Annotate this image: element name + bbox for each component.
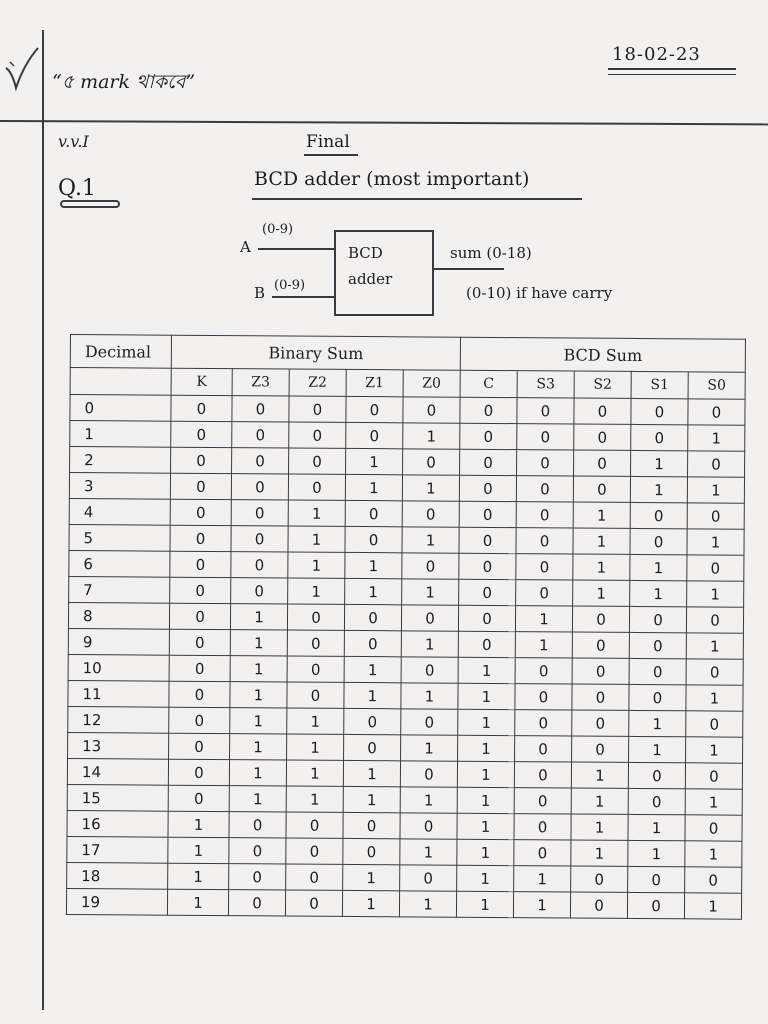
bit-cell: 0 bbox=[286, 864, 343, 890]
bit-cell: 1 bbox=[686, 737, 743, 763]
bit-cell: 0 bbox=[629, 684, 686, 710]
bit-cell: 0 bbox=[516, 502, 573, 528]
bit-cell: 1 bbox=[458, 735, 515, 761]
bit-cell: 1 bbox=[402, 527, 459, 553]
bit-cell: 0 bbox=[344, 708, 401, 734]
bit-cell: 1 bbox=[685, 789, 742, 815]
bit-cell: 0 bbox=[574, 398, 631, 424]
bit-cell: 0 bbox=[628, 866, 685, 892]
bit-cell: 1 bbox=[573, 528, 630, 554]
bit-cell: 0 bbox=[574, 424, 631, 450]
bit-cell: 0 bbox=[686, 607, 743, 633]
bit-cell: 0 bbox=[517, 398, 574, 424]
title-underline bbox=[252, 198, 582, 200]
bit-cell: 0 bbox=[458, 605, 515, 631]
decimal-cell: 9 bbox=[68, 628, 169, 655]
bit-cell: 0 bbox=[685, 763, 742, 789]
bit-cell: 0 bbox=[459, 527, 516, 553]
bit-cell: 0 bbox=[229, 838, 286, 864]
bit-cell: 0 bbox=[232, 396, 289, 422]
bit-cell: 0 bbox=[289, 422, 346, 448]
decimal-cell: 7 bbox=[69, 576, 170, 603]
bit-cell: 1 bbox=[230, 734, 287, 760]
bit-cell: 0 bbox=[169, 629, 230, 655]
bit-cell: 0 bbox=[170, 499, 231, 525]
bit-cell: 1 bbox=[402, 579, 459, 605]
column-header-s3: S3 bbox=[517, 371, 574, 398]
bit-cell: 1 bbox=[456, 891, 513, 917]
bit-cell: 0 bbox=[287, 630, 344, 656]
bit-cell: 0 bbox=[346, 422, 403, 448]
bit-cell: 1 bbox=[628, 814, 685, 840]
column-header-s1: S1 bbox=[631, 371, 688, 398]
bit-cell: 1 bbox=[684, 893, 741, 919]
bit-cell: 1 bbox=[401, 683, 458, 709]
input-b-label: B bbox=[254, 284, 266, 302]
decimal-cell: 17 bbox=[67, 836, 168, 863]
decimal-cell: 19 bbox=[66, 888, 167, 915]
header-date: 18-02-23 bbox=[612, 44, 701, 65]
output-carry-note: (0-10) if have carry bbox=[466, 284, 613, 302]
decimal-cell: 12 bbox=[68, 706, 169, 733]
input-a-range: (0-9) bbox=[262, 222, 294, 237]
bit-cell: 0 bbox=[514, 788, 571, 814]
bit-cell: 0 bbox=[232, 448, 289, 474]
bit-cell: 0 bbox=[169, 707, 230, 733]
bit-cell: 1 bbox=[457, 787, 514, 813]
bit-cell: 0 bbox=[403, 397, 460, 423]
bit-cell: 1 bbox=[229, 760, 286, 786]
bit-cell: 1 bbox=[630, 580, 687, 606]
bit-cell: 0 bbox=[229, 864, 286, 890]
bit-cell: 1 bbox=[628, 840, 685, 866]
bit-cell: 1 bbox=[686, 685, 743, 711]
bit-cell: 0 bbox=[572, 606, 629, 632]
input-b-wire bbox=[272, 296, 334, 298]
decimal-cell: 8 bbox=[68, 602, 169, 629]
block-label-line-2: adder bbox=[348, 270, 393, 288]
decimal-cell: 13 bbox=[68, 732, 169, 759]
bit-cell: 0 bbox=[231, 578, 288, 604]
bit-cell: 1 bbox=[229, 786, 286, 812]
bit-cell: 0 bbox=[460, 397, 517, 423]
bit-cell: 0 bbox=[687, 555, 744, 581]
bit-cell: 1 bbox=[571, 788, 628, 814]
date-underline-2 bbox=[608, 74, 736, 75]
table-body bbox=[66, 395, 745, 920]
bit-cell: 0 bbox=[344, 630, 401, 656]
table-row bbox=[66, 888, 741, 919]
bit-cell: 0 bbox=[515, 658, 572, 684]
bit-cell: 0 bbox=[517, 424, 574, 450]
bit-cell: 0 bbox=[344, 734, 401, 760]
decimal-cell: 0 bbox=[70, 395, 171, 422]
bit-cell: 0 bbox=[231, 526, 288, 552]
bit-cell: 1 bbox=[630, 476, 687, 502]
bit-cell: 0 bbox=[289, 396, 346, 422]
bit-cell: 1 bbox=[344, 656, 401, 682]
bit-cell: 0 bbox=[631, 424, 688, 450]
decimal-cell: 18 bbox=[67, 862, 168, 889]
bit-cell: 0 bbox=[685, 867, 742, 893]
column-header-s2: S2 bbox=[574, 371, 631, 398]
bit-cell: 1 bbox=[345, 578, 402, 604]
bit-cell: 0 bbox=[685, 815, 742, 841]
bit-cell: 0 bbox=[401, 605, 458, 631]
bit-cell: 0 bbox=[688, 451, 745, 477]
adder-block-label bbox=[348, 240, 392, 292]
bit-cell: 0 bbox=[517, 450, 574, 476]
bit-cell: 0 bbox=[169, 655, 230, 681]
bit-cell: 0 bbox=[345, 526, 402, 552]
bit-cell: 0 bbox=[228, 890, 285, 916]
bit-cell: 0 bbox=[286, 812, 343, 838]
decimal-cell: 6 bbox=[69, 550, 170, 577]
bit-cell: 1 bbox=[344, 682, 401, 708]
importance-tag: v.v.I bbox=[58, 132, 89, 151]
bit-cell: 1 bbox=[343, 786, 400, 812]
column-header-z2: Z2 bbox=[289, 369, 346, 396]
bit-cell: 1 bbox=[230, 604, 287, 630]
bit-cell: 0 bbox=[627, 892, 684, 918]
input-a-wire bbox=[258, 248, 334, 250]
bit-cell: 0 bbox=[171, 421, 232, 447]
bit-cell: 1 bbox=[403, 423, 460, 449]
bit-cell: 1 bbox=[514, 866, 571, 892]
decimal-cell: 5 bbox=[69, 524, 170, 551]
bit-cell: 0 bbox=[169, 733, 230, 759]
decimal-cell: 2 bbox=[70, 447, 171, 474]
section-underline bbox=[304, 154, 358, 156]
bit-cell: 0 bbox=[170, 551, 231, 577]
bit-cell: 0 bbox=[628, 762, 685, 788]
decimal-cell: 10 bbox=[68, 654, 169, 681]
bit-cell: 1 bbox=[168, 811, 229, 837]
decimal-cell: 11 bbox=[68, 680, 169, 707]
bit-cell: 1 bbox=[288, 552, 345, 578]
bit-cell: 0 bbox=[572, 632, 629, 658]
bit-cell: 1 bbox=[402, 475, 459, 501]
bit-cell: 1 bbox=[457, 865, 514, 891]
bit-cell: 1 bbox=[457, 761, 514, 787]
output-wire bbox=[434, 268, 504, 270]
bit-cell: 1 bbox=[630, 554, 687, 580]
bit-cell: 0 bbox=[574, 450, 631, 476]
bit-cell: 0 bbox=[231, 474, 288, 500]
bit-cell: 1 bbox=[286, 786, 343, 812]
bit-cell: 1 bbox=[399, 891, 456, 917]
bit-cell: 0 bbox=[171, 447, 232, 473]
bit-cell: 0 bbox=[629, 658, 686, 684]
bit-cell: 0 bbox=[686, 659, 743, 685]
bit-cell: 0 bbox=[460, 449, 517, 475]
bit-cell: 1 bbox=[230, 682, 287, 708]
bit-cell: 0 bbox=[570, 892, 627, 918]
bit-cell: 1 bbox=[168, 863, 229, 889]
bit-cell: 1 bbox=[345, 474, 402, 500]
bit-cell: 0 bbox=[403, 449, 460, 475]
bit-cell: 1 bbox=[513, 892, 570, 918]
column-header-k: K bbox=[171, 368, 232, 395]
block-label-line-1: BCD bbox=[348, 244, 383, 262]
bit-cell: 0 bbox=[688, 399, 745, 425]
bit-cell: 0 bbox=[345, 500, 402, 526]
bit-cell: 0 bbox=[629, 606, 686, 632]
header-bcd-sum: BCD Sum bbox=[460, 337, 745, 372]
bit-cell: 0 bbox=[459, 501, 516, 527]
bit-cell: 0 bbox=[459, 553, 516, 579]
bit-cell: 0 bbox=[402, 501, 459, 527]
column-header-s0: S0 bbox=[688, 372, 745, 399]
column-header-c: C bbox=[460, 370, 517, 397]
bit-cell: 0 bbox=[631, 398, 688, 424]
date-underline bbox=[608, 68, 736, 70]
bit-cell: 0 bbox=[572, 736, 629, 762]
header-rule bbox=[0, 120, 768, 125]
bit-cell: 1 bbox=[346, 448, 403, 474]
bcd-sum-table bbox=[66, 334, 746, 920]
bit-cell: 0 bbox=[288, 474, 345, 500]
bit-cell: 0 bbox=[459, 475, 516, 501]
bit-cell: 0 bbox=[232, 422, 289, 448]
bit-cell: 1 bbox=[571, 814, 628, 840]
column-header-z1: Z1 bbox=[346, 369, 403, 396]
bit-cell: 1 bbox=[287, 734, 344, 760]
bit-cell: 0 bbox=[229, 812, 286, 838]
question-number-underline bbox=[60, 200, 120, 208]
bit-cell: 0 bbox=[346, 396, 403, 422]
bit-cell: 1 bbox=[687, 529, 744, 555]
decimal-cell: 16 bbox=[67, 810, 168, 837]
bit-cell: 0 bbox=[514, 814, 571, 840]
bit-cell: 0 bbox=[514, 762, 571, 788]
bit-cell: 1 bbox=[343, 760, 400, 786]
bit-cell: 0 bbox=[572, 684, 629, 710]
decimal-cell: 4 bbox=[69, 498, 170, 525]
bit-cell: 0 bbox=[285, 890, 342, 916]
bit-cell: 1 bbox=[571, 762, 628, 788]
bit-cell: 1 bbox=[345, 552, 402, 578]
bit-cell: 0 bbox=[516, 528, 573, 554]
bit-cell: 0 bbox=[460, 423, 517, 449]
bit-cell: 1 bbox=[515, 632, 572, 658]
bit-cell: 1 bbox=[458, 709, 515, 735]
bit-cell: 0 bbox=[630, 528, 687, 554]
bit-cell: 1 bbox=[343, 864, 400, 890]
bit-cell: 1 bbox=[401, 631, 458, 657]
bit-cell: 0 bbox=[231, 552, 288, 578]
section-label: Final bbox=[306, 132, 350, 152]
output-sum-label: sum (0-18) bbox=[450, 244, 532, 262]
question-number: Q.1 bbox=[58, 176, 96, 201]
bit-cell: 1 bbox=[230, 630, 287, 656]
bit-cell: 1 bbox=[685, 841, 742, 867]
header-decimal: Decimal bbox=[70, 335, 171, 369]
bit-cell: 0 bbox=[286, 838, 343, 864]
bit-cell: 1 bbox=[515, 606, 572, 632]
bit-cell: 0 bbox=[169, 603, 230, 629]
bit-cell: 0 bbox=[287, 656, 344, 682]
bit-cell: 1 bbox=[629, 710, 686, 736]
bit-cell: 0 bbox=[572, 710, 629, 736]
bit-cell: 0 bbox=[168, 759, 229, 785]
bit-cell: 1 bbox=[168, 837, 229, 863]
bit-cell: 0 bbox=[168, 785, 229, 811]
bit-cell: 1 bbox=[687, 581, 744, 607]
input-b-range: (0-9) bbox=[274, 278, 306, 293]
bit-cell: 0 bbox=[515, 710, 572, 736]
bit-cell: 0 bbox=[231, 500, 288, 526]
bit-cell: 1 bbox=[400, 787, 457, 813]
bit-cell: 0 bbox=[170, 473, 231, 499]
bit-cell: 0 bbox=[573, 476, 630, 502]
bit-cell: 1 bbox=[688, 425, 745, 451]
bit-cell: 0 bbox=[401, 657, 458, 683]
bit-cell: 1 bbox=[573, 502, 630, 528]
bit-cell: 1 bbox=[167, 889, 228, 915]
column-header-z3: Z3 bbox=[232, 369, 289, 396]
bit-cell: 1 bbox=[286, 760, 343, 786]
bit-cell: 0 bbox=[515, 684, 572, 710]
bit-cell: 0 bbox=[287, 604, 344, 630]
bit-cell: 0 bbox=[629, 632, 686, 658]
column-header-z0: Z0 bbox=[403, 370, 460, 397]
bit-cell: 0 bbox=[344, 604, 401, 630]
question-title: BCD adder (most important) bbox=[254, 168, 530, 190]
bit-cell: 1 bbox=[230, 656, 287, 682]
bit-cell: 0 bbox=[516, 476, 573, 502]
bit-cell: 0 bbox=[400, 813, 457, 839]
bit-cell: 1 bbox=[288, 500, 345, 526]
bit-cell: 1 bbox=[457, 813, 514, 839]
bit-cell: 1 bbox=[458, 657, 515, 683]
bit-cell: 0 bbox=[289, 448, 346, 474]
bit-cell: 1 bbox=[458, 683, 515, 709]
bit-cell: 1 bbox=[629, 736, 686, 762]
bit-cell: 0 bbox=[343, 838, 400, 864]
bit-cell: 0 bbox=[628, 788, 685, 814]
bit-cell: 0 bbox=[170, 525, 231, 551]
header-binary-sum: Binary Sum bbox=[171, 335, 460, 370]
bit-cell: 0 bbox=[400, 865, 457, 891]
bit-cell: 1 bbox=[573, 580, 630, 606]
page-margin-line bbox=[42, 30, 44, 1010]
bit-cell: 1 bbox=[288, 526, 345, 552]
bit-cell: 1 bbox=[287, 708, 344, 734]
bit-cell: 1 bbox=[342, 890, 399, 916]
bit-cell: 0 bbox=[287, 682, 344, 708]
bit-cell: 0 bbox=[516, 580, 573, 606]
bit-cell: 1 bbox=[400, 839, 457, 865]
bit-cell: 1 bbox=[288, 578, 345, 604]
bit-cell: 1 bbox=[457, 839, 514, 865]
decimal-cell: 3 bbox=[69, 473, 170, 500]
bit-cell: 0 bbox=[686, 711, 743, 737]
bit-cell: 0 bbox=[458, 631, 515, 657]
bit-cell: 1 bbox=[230, 708, 287, 734]
bit-cell: 0 bbox=[516, 554, 573, 580]
header-note: “৫ mark থাকবে” bbox=[52, 71, 196, 93]
bit-cell: 0 bbox=[400, 761, 457, 787]
bit-cell: 1 bbox=[687, 477, 744, 503]
bit-cell: 0 bbox=[514, 840, 571, 866]
bit-cell: 0 bbox=[571, 866, 628, 892]
bit-cell: 0 bbox=[401, 709, 458, 735]
bit-cell: 1 bbox=[401, 735, 458, 761]
bit-cell: 0 bbox=[459, 579, 516, 605]
bit-cell: 0 bbox=[630, 502, 687, 528]
input-a-label: A bbox=[240, 238, 251, 256]
bit-cell: 1 bbox=[573, 554, 630, 580]
bit-cell: 0 bbox=[170, 577, 231, 603]
bit-cell: 0 bbox=[171, 395, 232, 421]
bit-cell: 1 bbox=[631, 450, 688, 476]
bit-cell: 0 bbox=[169, 681, 230, 707]
decimal-cell: 1 bbox=[70, 421, 171, 448]
bit-cell: 0 bbox=[402, 553, 459, 579]
bit-cell: 0 bbox=[572, 658, 629, 684]
decimal-cell: 15 bbox=[67, 784, 168, 811]
check-mark-icon bbox=[4, 44, 40, 104]
decimal-cell: 14 bbox=[67, 758, 168, 785]
bit-cell: 1 bbox=[571, 840, 628, 866]
bit-cell: 0 bbox=[343, 812, 400, 838]
column-header-blank bbox=[70, 368, 171, 396]
bit-cell: 1 bbox=[686, 633, 743, 659]
bit-cell: 0 bbox=[687, 503, 744, 529]
bit-cell: 0 bbox=[515, 736, 572, 762]
